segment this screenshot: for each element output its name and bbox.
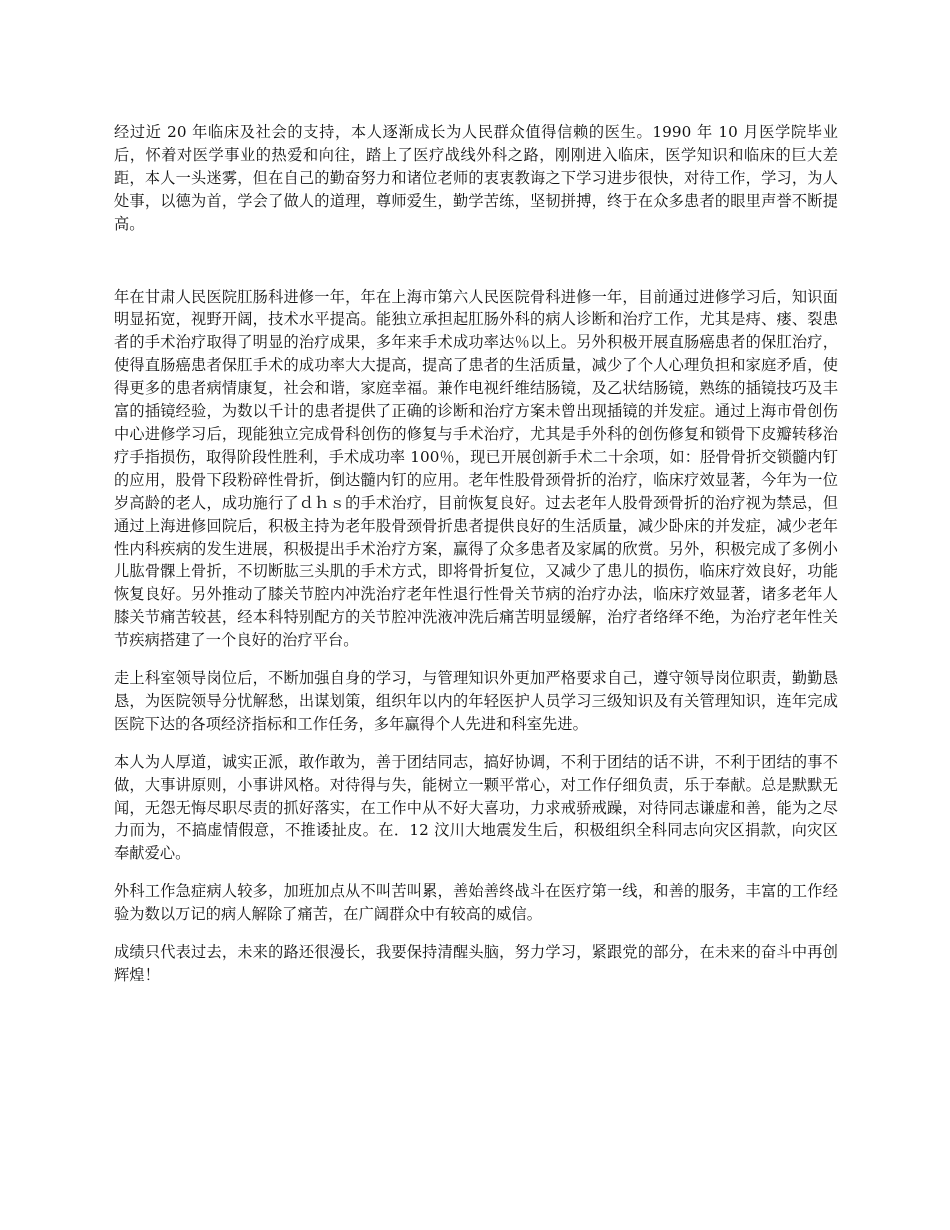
paragraph-leadership: 走上科室领导岗位后，不断加强自身的学习，与管理知识外更加严格要求自己，遵守领导岗位职责，勤勤恳恳，为医院领导分忧解愁，出谋划策，组织年以内的年轻医护人员学习三级知识及有关管理知识，连年完成医院下达的各项经济指标和工作任务，多年赢得个人先进和科室先进。	[114, 669, 838, 733]
paragraph-conclusion: 成绩只代表过去，未来的路还很漫长，我要保持清醒头脑，努力学习，紧跟党的部分，在未来的奋斗中再创辉煌！	[114, 943, 838, 984]
paragraph-character: 本人为人厚道，诚实正派，敢作敢为，善于团结同志，搞好协调，不利于团结的话不讲，不利于团结的事不做，大事讲原则，小事讲风格。对待得与失，能树立一颗平常心，对工作仔细负责，乐于奉献。总是默默无闻，无怨无悔尽职尽责的抓好落实，在工作中从不好大喜功，力求戒骄戒躁，对待同志谦虚和善，能为之尽力而为，不搞虚情假意，不推诿扯皮。在．12 汶川大地震发生后，积极组织全科同志向灾区捐款，向灾区奉献爱心。	[114, 752, 838, 863]
paragraph-emergency-work: 外科工作急症病人较多，加班加点从不叫苦叫累，善始善终战斗在医疗第一线，和善的服务，丰富的工作经验为数以万记的病人解除了痛苦，在广阔群众中有较高的威信。	[114, 882, 838, 924]
paragraph-intro: 经过近 20 年临床及社会的支持，本人逐渐成长为人民群众值得信赖的医生。1990 年 10 月医学院毕业后，怀着对医学事业的热爱和向往，踏上了医疗战线外科之路，刚刚进入临床，医学知识和临床的巨大差距，本人一头迷雾，但在自己的勤奋努力和诸位老师的衷衷教诲之下学习进步很快，对待工作，学习，为人处事，以德为首，学会了做人的道理，尊师爱生，勤学苦练，坚韧拼搏，终于在众多患者的眼里声誉不断提高。	[114, 123, 838, 233]
document-body	[114, 121, 838, 1002]
paragraph-training: 年在甘肃人民医院肛肠科进修一年，年在上海市第六人民医院骨科进修一年，目前通过进修学习后，知识面明显拓宽，视野开阔，技术水平提高。能独立承担起肛肠外科的病人诊断和治疗工作，尤其是痔、瘘、裂患者的手术治疗取得了明显的治疗成果，多年来手术成功率达％以上。另外积极开展直肠癌患者的保肛治疗，使得直肠癌患者保肛手术的成功率大大提高，提高了患者的生活质量，减少了个人心理负担和家庭矛盾，使得更多的患者病情康复，社会和谐，家庭幸福。兼作电视纤维结肠镜，及乙状结肠镜，熟练的插镜技巧及丰富的插镜经验，为数以千计的患者提供了正确的诊断和治疗方案未曾出现插镜的并发症。通过上海市骨创伤中心进修学习后，现能独立完成骨科创伤的修复与手术治疗，尤其是手外科的创伤修复和锁骨下皮瓣转移治疗手指损伤，取得阶段性胜利，手术成功率 100％，现已开展创新手术二十余项，如：胫骨骨折交锁髓内钉的应用，股骨下段粉碎性骨折，倒达髓内钉的应用。老年性股骨颈骨折的治疗，临床疗效显著，今年为一位岁高龄的老人，成功施行了ｄｈｓ的手术治疗，目前恢复良好。过去老年人股骨颈骨折的治疗视为禁忌，但通过上海进修回院后，积极主持为老年股骨颈骨折患者提供良好的生活质量，减少卧床的并发症，减少老年性内科疾病的发生进展，积极提出手术治疗方案，赢得了众多患者及家属的欣赏。另外，积极完成了多例小儿肱骨髁上骨折，不切断肱三头肌的手术方式，即将骨折复位，又减少了患儿的损伤，临床疗效良好，功能恢复良好。另外推动了膝关节腔内冲洗治疗老年性退行性骨关节病的治疗办法，临床疗效显著，诸多老年人膝关节痛苦较甚，经本科特别配方的关节腔冲洗液冲洗后痛苦明显缓解，治疗者络绎不绝，为治疗老年性关节疾病搭建了一个良好的治疗平台。	[114, 287, 838, 650]
